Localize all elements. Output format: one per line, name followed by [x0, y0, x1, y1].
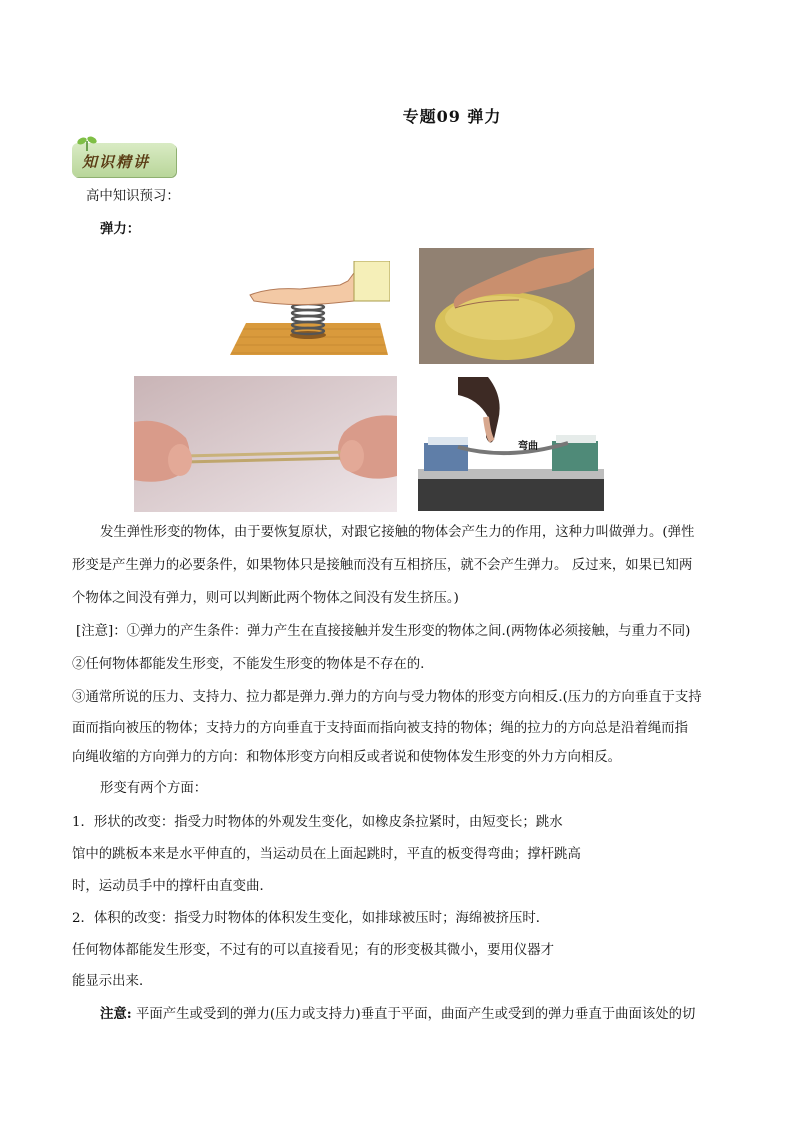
paragraph-line: 1．形状的改变：指受力时物体的外观发生变化，如橡皮条拉紧时，由短变长；跳水 [72, 815, 563, 830]
paragraph-line: 能显示出来． [72, 974, 153, 989]
paragraph-line: 面而指向被压的物体；支持力的方向垂直于支持面而指向被支持的物体；绳的拉力的方向总是沿着绳而指 [72, 721, 688, 736]
note-line [100, 1005, 695, 1024]
paragraph-line: 馆中的跳板本来是水平伸直的，当运动员在上面起跳时，平直的板变得弯曲；撑杆跳高 [72, 847, 581, 862]
paragraph-line: 形变是产生弹力的必要条件，如果物体只是接触而没有互相挤压，就不会产生弹力。 反过来，如果已知两 [72, 558, 693, 573]
paragraph-line: [注意]：①弹力的产生条件：弹力产生在直接接触并发生形变的物体之间.(两物体必须接触，与重力不同) [76, 624, 691, 639]
section-heading: 弹力： [100, 221, 141, 237]
badge-label: 知识精讲 [82, 153, 151, 171]
paragraph-line: 形变有两个方面： [100, 781, 208, 796]
note-label: 注意: [100, 1006, 132, 1022]
paragraph-line: ②任何物体都能发生形变，不能发生形变的物体是不存在的. [72, 657, 425, 672]
paragraph-line: 2．体积的改变：指受力时物体的体积发生变化，如排球被压时；海绵被挤压时． [72, 911, 550, 926]
intro-label: 高中知识预习： [86, 189, 180, 204]
rubber-band-stretch-photo [134, 376, 397, 512]
paragraph-line: 向绳收缩的方向弹力的方向：和物体形变方向相反或者说和使物体发生形变的外力方向相反。 [72, 750, 622, 765]
bending-board-photo [418, 377, 604, 511]
sponge-press-photo [419, 248, 594, 364]
paragraph-line: 个物体之间没有弹力，则可以判断此两个物体之间没有发生挤压。) [72, 591, 459, 606]
section-badge [72, 143, 176, 177]
spring-press-illustration [230, 261, 390, 357]
paragraph-line: 发生弹性形变的物体，由于要恢复原状，对跟它接触的物体会产生力的作用，这种力叫做弹力。(弹性 [100, 525, 695, 540]
paragraph-line: 任何物体都能发生形变，不过有的可以直接看见；有的形变极其微小，要用仪器才 [72, 943, 555, 958]
paragraph-line: 时，运动员手中的撑杆由直变曲． [72, 879, 273, 894]
sprout-icon [76, 135, 98, 151]
page-title: 专题09 弹力 [402, 107, 502, 126]
paragraph-line: ③通常所说的压力、支持力、拉力都是弹力.弹力的方向与受力物体的形变方向相反.(压力的方向垂直于支持 [72, 690, 702, 705]
note-text: 平面产生或受到的弹力(压力或支持力)垂直于平面，曲面产生或受到的弹力垂直于曲面该处的切 [131, 1007, 696, 1022]
bend-label: 弯曲 [518, 441, 538, 452]
